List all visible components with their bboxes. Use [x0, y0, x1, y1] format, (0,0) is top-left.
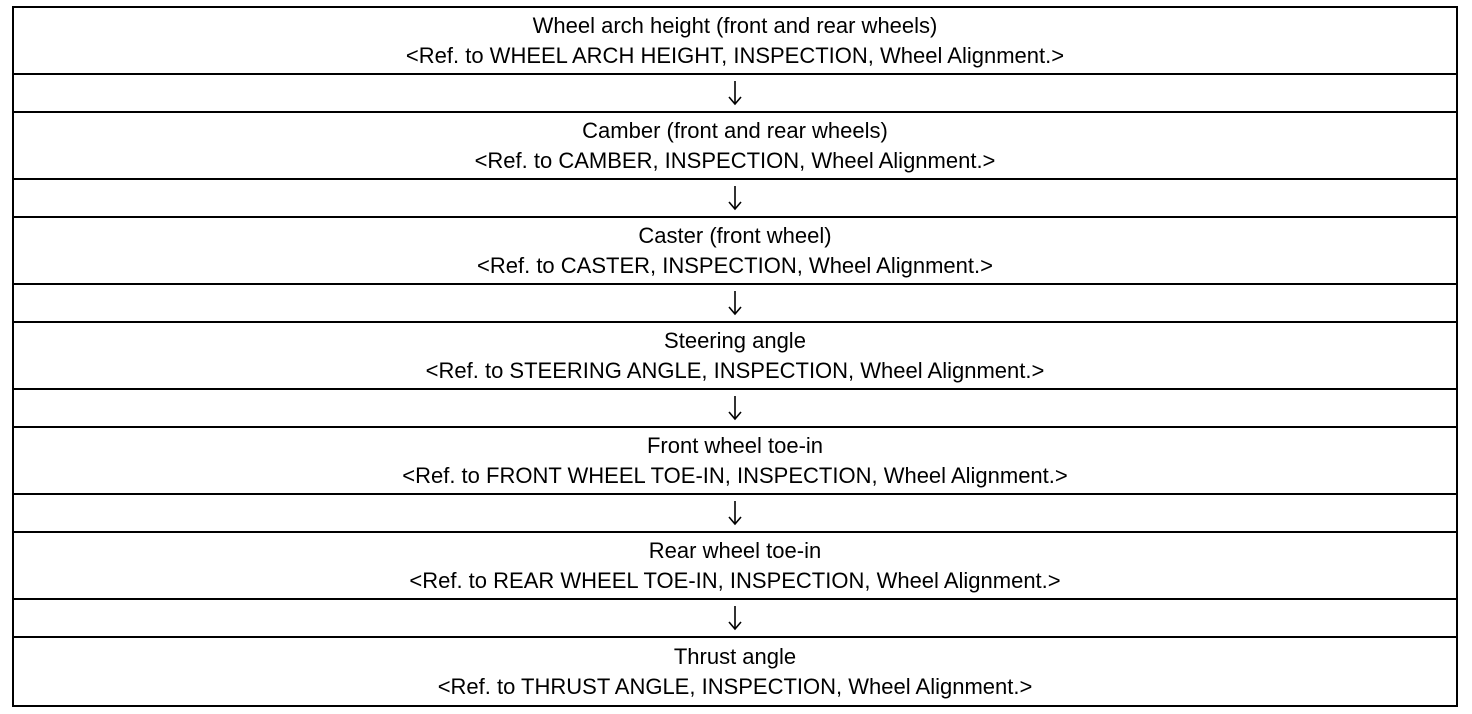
- flow-connector: [14, 180, 1456, 218]
- step-title: Camber (front and rear wheels): [582, 117, 888, 143]
- step-reference[interactable]: <Ref. to CAMBER, INSPECTION, Wheel Alignment.>: [474, 147, 996, 173]
- inspection-flow-table: [12, 6, 1458, 707]
- flow-step: [14, 218, 1456, 285]
- step-reference[interactable]: <Ref. to WHEEL ARCH HEIGHT, INSPECTION, Wheel Alignment.>: [405, 42, 1065, 68]
- down-arrow-icon: [727, 290, 743, 316]
- flow-connector: [14, 600, 1456, 638]
- step-reference[interactable]: <Ref. to STEERING ANGLE, INSPECTION, Wheel Alignment.>: [425, 357, 1045, 383]
- flow-connector: [14, 390, 1456, 428]
- step-title: Thrust angle: [673, 643, 797, 669]
- down-arrow-icon: [727, 185, 743, 211]
- flow-step: [14, 8, 1456, 75]
- flow-step: [14, 323, 1456, 390]
- step-reference[interactable]: <Ref. to REAR WHEEL TOE-IN, INSPECTION, Wheel Alignment.>: [409, 567, 1061, 593]
- down-arrow-icon: [727, 80, 743, 106]
- down-arrow-icon: [727, 395, 743, 421]
- step-reference[interactable]: <Ref. to FRONT WHEEL TOE-IN, INSPECTION, Wheel Alignment.>: [402, 462, 1068, 488]
- step-title: Wheel arch height (front and rear wheels): [532, 12, 938, 38]
- down-arrow-icon: [727, 605, 743, 631]
- step-reference[interactable]: <Ref. to THRUST ANGLE, INSPECTION, Wheel Alignment.>: [437, 673, 1033, 699]
- step-title: Steering angle: [664, 327, 806, 353]
- flow-step: [14, 533, 1456, 600]
- step-title: Rear wheel toe-in: [648, 537, 822, 563]
- step-title: Caster (front wheel): [638, 222, 832, 248]
- flow-step: [14, 638, 1456, 705]
- flow-step: [14, 428, 1456, 495]
- step-title: Front wheel toe-in: [646, 432, 824, 458]
- flow-connector: [14, 495, 1456, 533]
- down-arrow-icon: [727, 500, 743, 526]
- flow-connector: [14, 75, 1456, 113]
- step-reference[interactable]: <Ref. to CASTER, INSPECTION, Wheel Alignment.>: [477, 252, 993, 278]
- flow-connector: [14, 285, 1456, 323]
- flow-step: [14, 113, 1456, 180]
